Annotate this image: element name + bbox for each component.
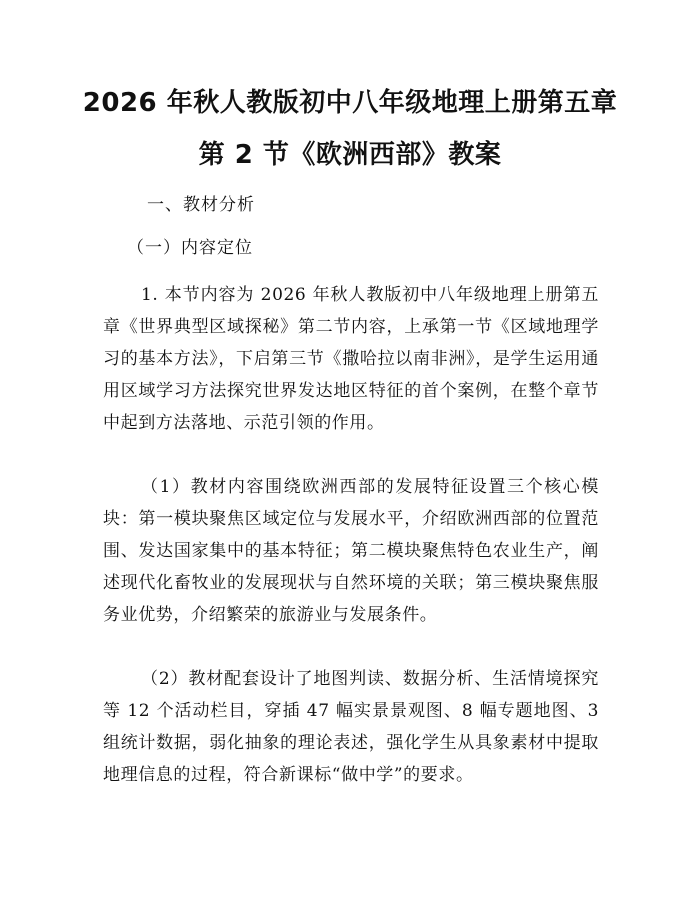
document-title-line-1: 2026 年秋人教版初中八年级地理上册第五章 xyxy=(82,88,618,118)
section-heading: 一、教材分析 xyxy=(147,195,255,215)
document-title-line-2: 第 2 节《欧洲西部》教案 xyxy=(198,140,502,170)
paragraph-2: （1）教材内容围绕欧洲西部的发展特征设置三个核心模块：第一模块聚焦区域定位与发展水平，介绍欧洲西部的位置范围、发达国家集中的基本特征；第二模块聚焦特色农业生产，阐述现代化畜牧业的发展现状与自然环境的关联；第三模块聚焦服务业优势，介绍繁荣的旅游业与发展条件。 xyxy=(103,477,599,625)
paragraph-3: （2）教材配套设计了地图判读、数据分析、生活情境探究等 12 个活动栏目，穿插 47 幅实景景观图、8 幅专题地图、3 组统计数据，弱化抽象的理论表述，强化学生从具象素材中提取地理信息的过程，符合新课标“做中学”的要求。 xyxy=(103,669,599,785)
subsection-heading: （一）内容定位 xyxy=(127,238,253,258)
paragraph-1: 1. 本节内容为 2026 年秋人教版初中八年级地理上册第五章《世界典型区域探秘》第二节内容，上承第一节《区域地理学习的基本方法》，下启第三节《撒哈拉以南非洲》，是学生运用通用区域学习方法探究世界发达地区特征的首个案例，在整个章节中起到方法落地、示范引领的作用。 xyxy=(103,285,599,433)
